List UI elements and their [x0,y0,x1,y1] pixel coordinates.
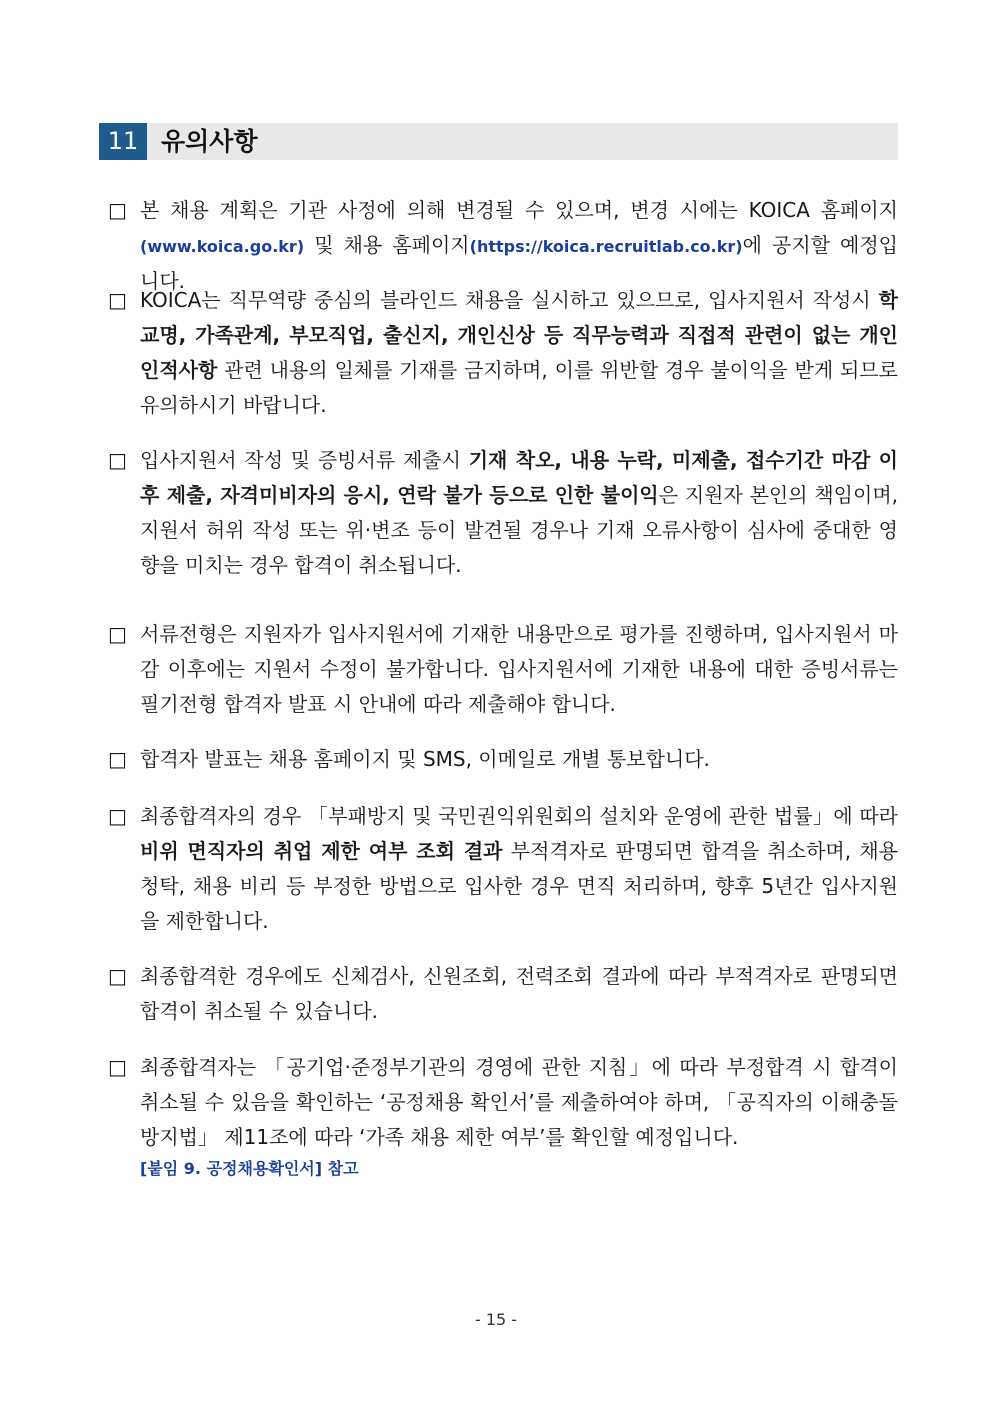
notice-item [108,1050,898,1155]
notice-text-part: KOICA는 직무역량 중심의 블라인드 채용을 실시하고 있으므로, 입사지원서 작성시 [140,288,879,312]
notice-text-part: 및 채용 홈페이지 [304,233,470,257]
checkbox-bullet-icon: □ [108,198,127,222]
checkbox-bullet-icon: □ [108,964,127,988]
notice-text: 서류전형은 지원자가 입사지원서에 기재한 내용만으로 평가를 진행하며, 입사지원서 마감 이후에는 지원서 수정이 불가합니다. 입사지원서에 기재한 내용에 대한 증빙서류는 필기전형 합격자 발표 시 안내에 따라 제출해야 합니다. [140,622,898,716]
notice-item [108,959,898,1029]
checkbox-bullet-icon: □ [108,622,127,646]
notice-item [108,283,898,423]
notice-text: 최종합격한 경우에도 신체검사, 신원조회, 전력조회 결과에 따라 부적격자로 판명되면 합격이 취소될 수 있습니다. [140,964,898,1023]
notice-text-part: 은 지원자 본인의 책임이며, 지원서 허위 작성 또는 위·변조 등이 발견될 경우나 기재 오류사항이 심사에 중대한 영향을 미치는 경우 합격이 취소됩니다. [140,483,899,577]
notice-emphasis: 비위 면직자의 취업 제한 여부 조회 결과 [140,839,503,863]
checkbox-bullet-icon: □ [108,1055,127,1079]
attachment-reference: [붙임 9. 공정채용확인서] 참고 [140,1159,359,1178]
koica-homepage-link[interactable]: (www.koica.go.kr) [140,237,305,256]
notice-text: 합격자 발표는 채용 홈페이지 및 SMS, 이메일로 개별 통보합니다. [140,747,710,771]
notice-text-part: 관련 내용의 일체를 기재를 금지하며, 이를 위반할 경우 불이익을 받게 되므로 유의하시기 바랍니다. [140,358,898,417]
recruit-homepage-link[interactable]: (https://koica.recruitlab.co.kr) [469,237,743,256]
notice-text-part: 최종합격자의 경우 「부패방지 및 국민권익위원회의 설치와 운영에 관한 법률」에 따라 [140,804,898,828]
section-header [99,123,898,160]
notice-text-part: 부적격자로 판명되면 합격을 취소하며, 채용 청탁, 채용 비리 등 부정한 방법으로 입사한 경우 면직 처리하며, 향후 5년간 입사지원을 제한합니다. [140,839,899,933]
notice-item [108,443,898,583]
notice-text: 최종합격자는 「공기업·준정부기관의 경영에 관한 지침」에 따라 부정합격 시 합격이 취소될 수 있음을 확인하는 ‘공정채용 확인서’를 제출하여야 하며, 「공직자의 이해충돌방지법」 제11조에 따라 ‘가족 채용 제한 여부’를 확인할 예정입니다. [140,1055,898,1149]
notice-text-part: 에 공지할 예정입니다. [140,233,898,293]
checkbox-bullet-icon: □ [108,747,127,771]
section-title: 유의사항 [161,127,258,156]
notice-text [140,443,898,583]
notice-text [140,799,898,939]
checkbox-bullet-icon: □ [108,288,127,312]
notice-item [108,742,898,777]
notice-item [108,799,898,939]
section-number: 11 [99,123,147,160]
checkbox-bullet-icon: □ [108,804,127,828]
notice-emphasis: 기재 착오, 내용 누락, 미제출, 접수기간 마감 이후 제출, 자격미비자의 응시, 연락 불가 등으로 인한 불이익 [140,448,898,507]
notice-emphasis: 학교명, 가족관계, 부모직업, 출신지, 개인신상 등 직무능력과 직접적 관련이 없는 개인 인적사항 [140,288,898,382]
notice-text [140,283,898,423]
page-number: - 15 - [474,1310,518,1329]
notice-item [108,617,898,722]
checkbox-bullet-icon: □ [108,448,127,472]
notice-text-part: 본 채용 계획은 기관 사정에 의해 변경될 수 있으며, 변경 시에는 KOICA 홈페이지 [140,198,898,222]
notice-text-part: 입사지원서 작성 및 증빙서류 제출시 [140,448,469,472]
